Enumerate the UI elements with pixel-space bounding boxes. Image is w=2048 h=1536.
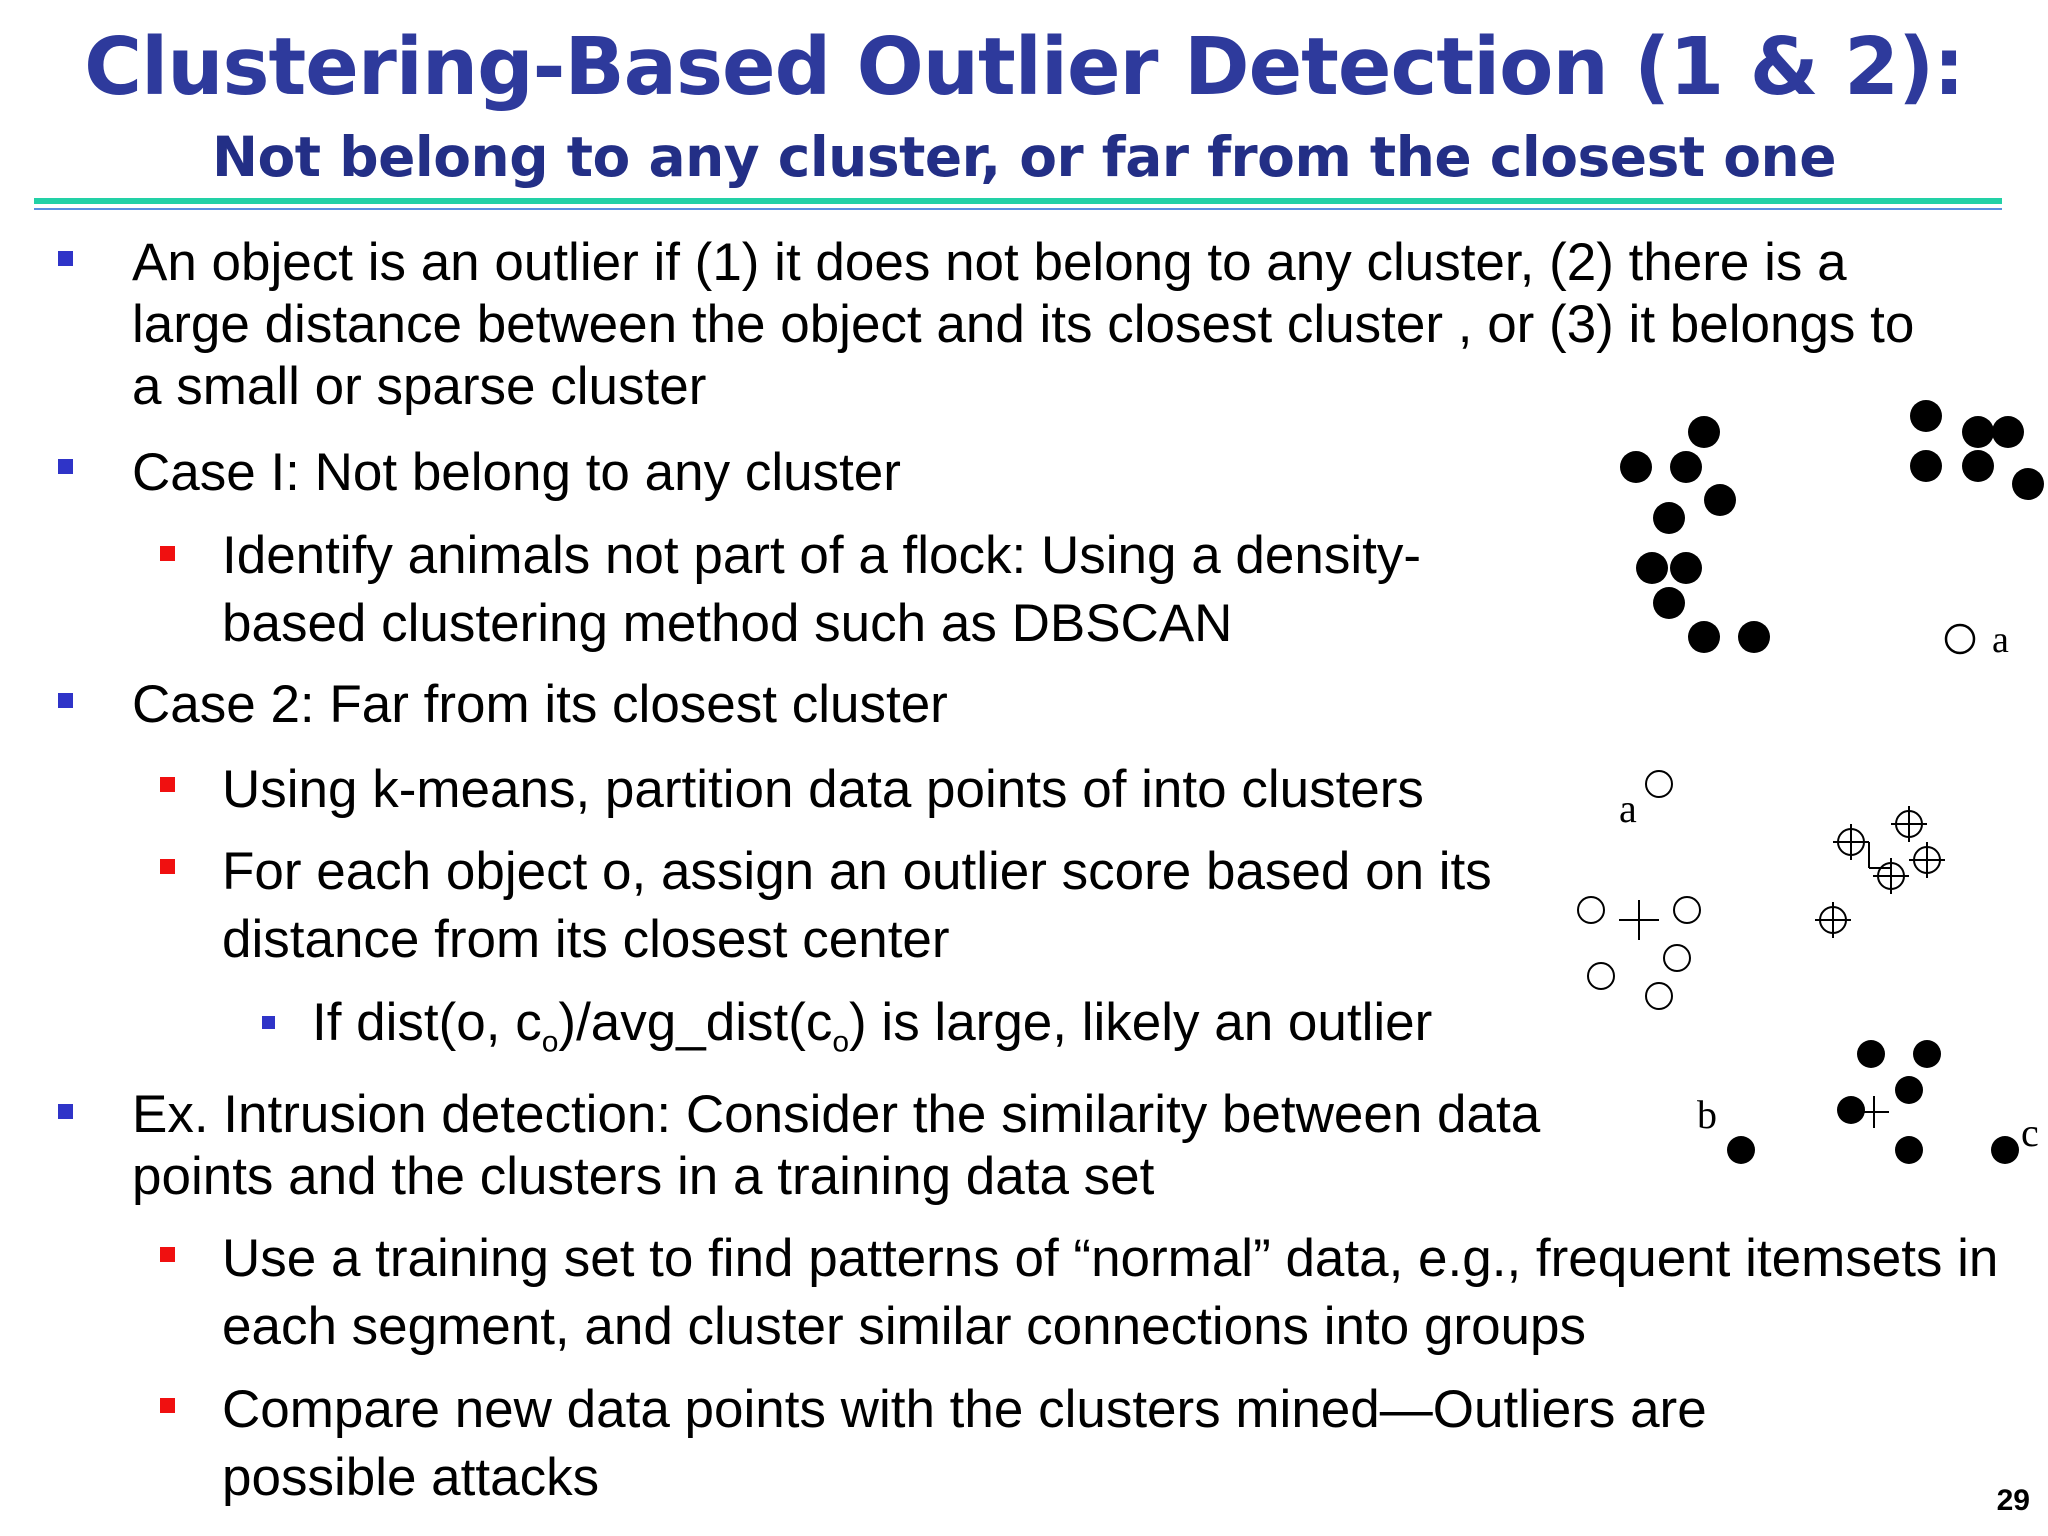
cluster-point xyxy=(1646,983,1672,1009)
cluster-point xyxy=(1910,400,1942,432)
title-divider-shadow xyxy=(34,208,2002,210)
bullet-marker xyxy=(58,459,73,474)
cluster-point xyxy=(1738,621,1770,653)
slide-title: Clustering-Based Outlier Detection (1 & 2): xyxy=(84,21,1964,113)
cluster-point xyxy=(1588,963,1614,989)
cluster-point xyxy=(1857,1040,1885,1068)
cluster-point xyxy=(1620,451,1652,483)
sub-bullet-marker xyxy=(160,546,175,561)
cluster-point xyxy=(1962,416,1994,448)
cluster-point xyxy=(1895,1076,1923,1104)
bullet-marker xyxy=(58,1104,73,1119)
cluster-point xyxy=(1674,897,1700,923)
density-cluster-figure xyxy=(1560,390,2048,680)
cluster-point xyxy=(1992,416,2024,448)
sub-bullet-marker xyxy=(160,777,175,792)
sub-bullet-outlier-score: For each object o, assign an outlier score based on its distance from its closest center xyxy=(222,842,1492,969)
bullet-marker xyxy=(58,251,73,266)
outlier-label: a xyxy=(1992,619,2009,661)
bullet-case-1: Case I: Not belong to any cluster xyxy=(132,443,901,502)
page-number: 29 xyxy=(1996,1484,2030,1517)
cluster-point xyxy=(1704,484,1736,516)
outlier-point-a xyxy=(1646,771,1672,797)
cluster-point xyxy=(1688,416,1720,448)
bullet-outlier-definition: An object is an outlier if (1) it does not belong to any cluster, (2) there is a large distance between the object and its closest cluster , or (3) it belongs to a small or sparse cluster xyxy=(132,233,1915,416)
cluster-point xyxy=(1653,587,1685,619)
bullet-marker xyxy=(58,693,73,708)
sub-bullet-marker xyxy=(160,859,175,874)
outlier-point xyxy=(1946,625,1974,653)
cluster-point xyxy=(1913,1040,1941,1068)
cluster-point xyxy=(1688,621,1720,653)
sub-bullet-marker xyxy=(160,1247,175,1262)
bullet-case-2: Case 2: Far from its closest cluster xyxy=(132,675,948,734)
sub-bullet-compare: Compare new data points with the clusters mined—Outliers are possible attacks xyxy=(222,1380,1707,1507)
cluster-point xyxy=(1664,945,1690,971)
cluster-point xyxy=(1636,552,1668,584)
cluster-point xyxy=(1670,552,1702,584)
sub-sub-bullet-marker xyxy=(262,1016,275,1029)
point-label-b: b xyxy=(1697,1092,1717,1137)
sub-bullet-marker xyxy=(160,1398,175,1413)
slide-subtitle: Not belong to any cluster, or far from the closest one xyxy=(211,125,1837,189)
cluster-point xyxy=(1837,1096,1865,1124)
cluster-point xyxy=(1962,450,1994,482)
cluster-point xyxy=(1895,1136,1923,1164)
sub-bullet-kmeans: Using k-means, partition data points of into clusters xyxy=(222,760,1424,819)
point-label-c: c xyxy=(2021,1110,2039,1155)
sub-sub-bullet-ratio: If dist(o, $c_o)/avg\_dist(c_o)$ is large, likely an outlier xyxy=(312,993,1433,1059)
outlier-point-b xyxy=(1727,1136,1755,1164)
kmeans-cluster-figure xyxy=(1555,760,2048,1180)
cluster-point xyxy=(1910,450,1942,482)
point-label-a: a xyxy=(1619,786,1637,831)
cluster-point xyxy=(1670,451,1702,483)
sub-bullet-training-set: Use a training set to find patterns of “normal” data, e.g., frequent itemsets in each segment, and cluster similar connections into groups xyxy=(222,1229,1999,1356)
bullet-intrusion-detection: Ex. Intrusion detection: Consider the similarity between data points and the clusters in a training data set xyxy=(132,1085,1541,1206)
cluster-point xyxy=(1653,502,1685,534)
cluster-point xyxy=(2012,468,2044,500)
sub-bullet-dbscan: Identify animals not part of a flock: Using a density-based clustering method such as DBSCAN xyxy=(222,526,1421,653)
title-divider xyxy=(34,198,2002,204)
cluster-point xyxy=(1578,897,1604,923)
outlier-point-c xyxy=(1991,1136,2019,1164)
